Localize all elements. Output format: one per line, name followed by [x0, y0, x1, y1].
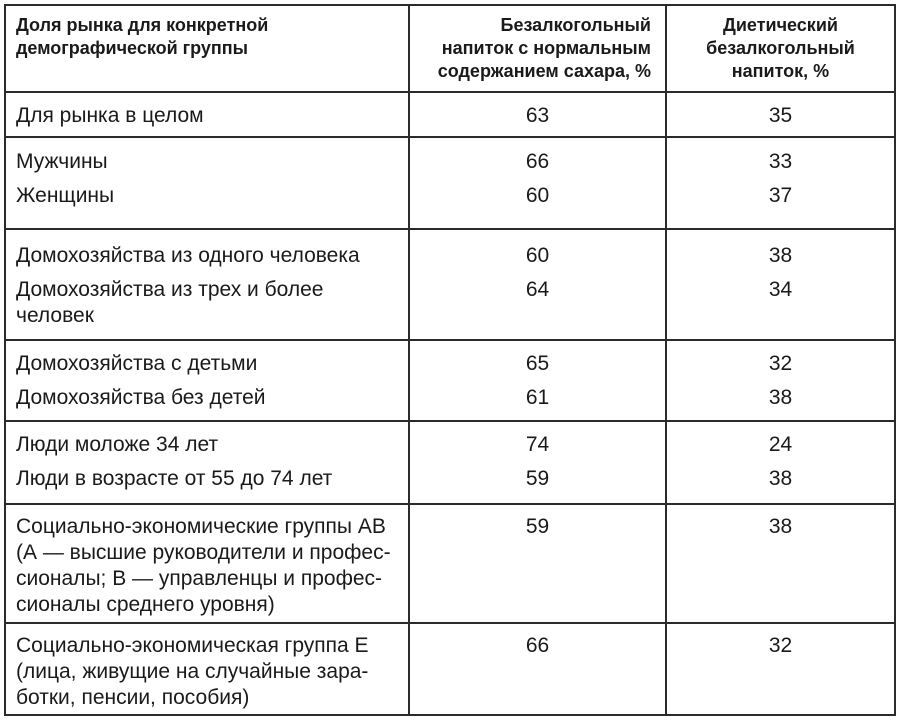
regular-value-cell — [409, 229, 666, 340]
diet-value: 24 — [768, 433, 793, 456]
table-row — [5, 340, 895, 421]
diet-value-cell — [666, 421, 895, 504]
table-row — [5, 92, 895, 137]
diet-value: 38 — [768, 386, 793, 409]
table-row — [5, 504, 895, 623]
diet-value: 38 — [768, 467, 793, 490]
row-label-cell — [5, 504, 409, 623]
regular-value: 59 — [525, 467, 550, 490]
diet-value: 38 — [768, 244, 793, 267]
table-row — [5, 229, 895, 340]
row-label: Женщины — [16, 184, 115, 207]
row-label: Люди моложе 34 лет — [16, 433, 219, 456]
table-row — [5, 421, 895, 504]
header-regular-soda — [409, 5, 666, 92]
row-label: Домохозяйства из трех и более — [16, 278, 324, 301]
regular-value-cell — [409, 340, 666, 421]
regular-value-cell — [409, 504, 666, 623]
header-row — [5, 5, 895, 92]
header-line: содержанием сахара, % — [437, 61, 651, 81]
market-share-table — [4, 4, 896, 716]
row-label: человек — [16, 304, 94, 327]
row-label: Домохозяйства без детей — [16, 386, 266, 409]
row-label: Мужчины — [16, 150, 108, 173]
regular-value: 60 — [525, 184, 550, 207]
regular-value: 74 — [525, 433, 550, 456]
row-label: (А — высшие руководители и профес- — [16, 541, 391, 564]
row-label: (лица, живущие на случайные зара- — [16, 660, 369, 683]
diet-value-cell — [666, 340, 895, 421]
regular-value: 61 — [525, 386, 550, 409]
diet-value: 38 — [768, 515, 793, 538]
header-line: Безалкогольный — [500, 15, 651, 35]
diet-value: 37 — [768, 184, 793, 207]
row-label: сионалы среднего уровня) — [16, 593, 275, 616]
diet-value-cell — [666, 229, 895, 340]
header-line: Диетический — [723, 15, 838, 35]
diet-value-cell — [666, 623, 895, 715]
row-label: Социально-экономические группы АВ — [16, 515, 386, 538]
market-share-table-container — [4, 4, 894, 716]
row-label-cell — [5, 623, 409, 715]
diet-value: 32 — [768, 352, 793, 375]
header-demographic-group — [5, 5, 409, 92]
regular-value-cell — [409, 137, 666, 229]
row-label-cell — [5, 421, 409, 504]
row-label-cell — [5, 92, 409, 137]
diet-value-cell — [666, 92, 895, 137]
diet-value: 33 — [768, 150, 793, 173]
regular-value: 66 — [525, 150, 550, 173]
row-label: Люди в возрасте от 55 до 74 лет — [16, 467, 333, 490]
diet-value-cell — [666, 504, 895, 623]
table-row — [5, 137, 895, 229]
diet-value: 34 — [768, 278, 793, 301]
regular-value: 64 — [525, 278, 550, 301]
regular-value: 65 — [525, 352, 550, 375]
header-line: демографической группы — [16, 38, 249, 58]
regular-value-cell — [409, 92, 666, 137]
header-diet-soda — [666, 5, 895, 92]
header-line: напиток, % — [731, 61, 830, 81]
row-label: Для рынка в целом — [16, 104, 204, 127]
table-row — [5, 623, 895, 715]
row-label: сионалы; В — управленцы и профес- — [16, 567, 383, 590]
row-label-cell — [5, 340, 409, 421]
diet-value: 32 — [768, 634, 793, 657]
header-line: Доля рынка для конкретной — [16, 15, 269, 35]
row-label: ботки, пенсии, пособия) — [16, 686, 250, 709]
row-label: Домохозяйства с детьми — [16, 352, 258, 375]
row-label: Социально-экономическая группа Е — [16, 634, 369, 657]
row-label-cell — [5, 137, 409, 229]
regular-value: 60 — [525, 244, 550, 267]
diet-value: 35 — [768, 104, 793, 127]
diet-value-cell — [666, 137, 895, 229]
regular-value-cell — [409, 623, 666, 715]
row-label: Домохозяйства из одного человека — [16, 244, 360, 267]
regular-value-cell — [409, 421, 666, 504]
header-line: безалкогольный — [706, 38, 855, 58]
regular-value: 59 — [525, 515, 550, 538]
regular-value: 63 — [525, 104, 550, 127]
row-label-cell — [5, 229, 409, 340]
header-line: напиток с нормальным — [441, 38, 651, 58]
regular-value: 66 — [525, 634, 550, 657]
